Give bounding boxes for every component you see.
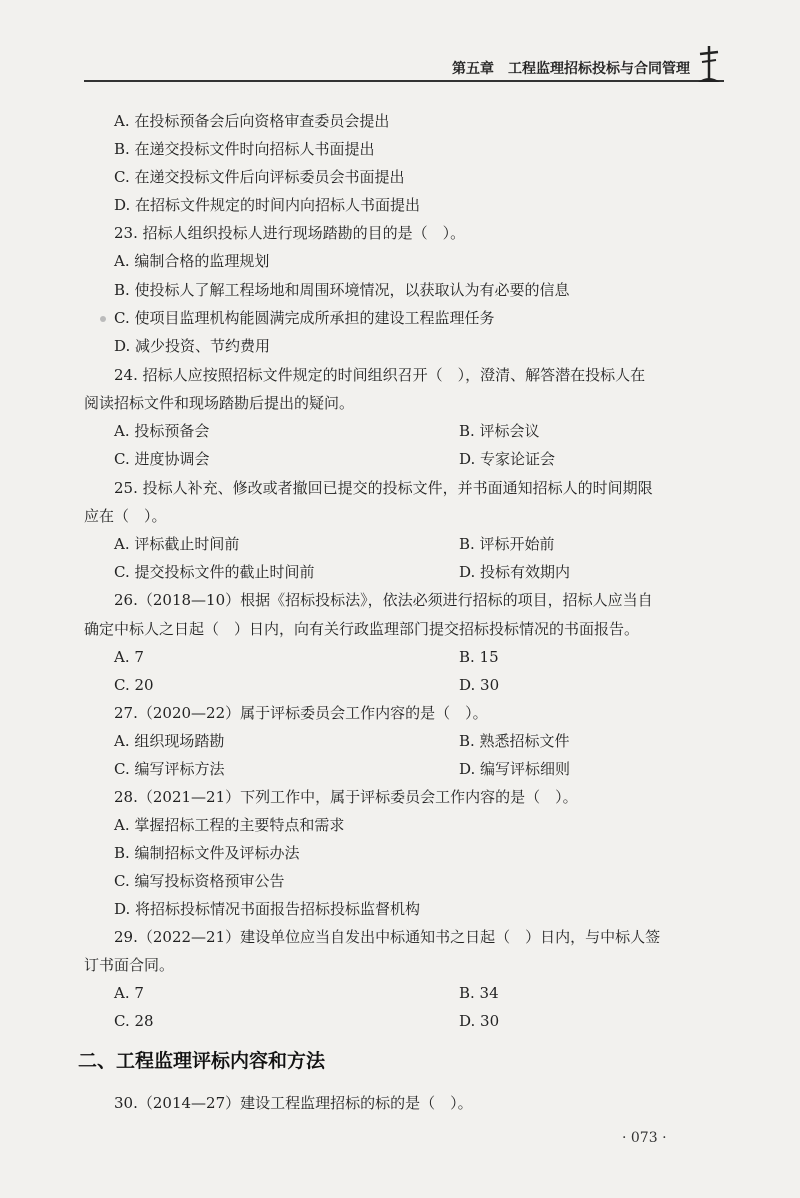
q27-option-c: C. 编写评标方法 xyxy=(114,760,225,778)
q29-option-b: B. 34 xyxy=(459,984,499,1002)
chapter-title: 第五章 工程监理招标投标与合同管理 xyxy=(452,61,690,77)
q23-option-a: A. 编制合格的监理规划 xyxy=(114,252,270,270)
q24-option-c: C. 进度协调会 xyxy=(114,450,210,468)
q24-option-a: A. 投标预备会 xyxy=(114,422,210,440)
q25-option-b: B. 评标开始前 xyxy=(459,535,555,553)
q24-option-d: D. 专家论证会 xyxy=(459,450,556,468)
q28-stem: 28.（2021—21）下列工作中，属于评标委员会工作内容的是（ ）。 xyxy=(114,788,578,806)
signpost-icon xyxy=(694,44,724,84)
page-number: · 073 · xyxy=(622,1130,667,1146)
q25-option-a: A. 评标截止时间前 xyxy=(114,535,240,553)
q23-option-d: D. 减少投资、节约费用 xyxy=(114,337,271,355)
q29-option-d: D. 30 xyxy=(459,1012,500,1030)
q24-stem-line2: 阅读招标文件和现场踏勘后提出的疑问。 xyxy=(84,394,355,412)
q28-option-c: C. 编写投标资格预审公告 xyxy=(114,872,285,890)
q26-option-a: A. 7 xyxy=(114,648,144,666)
q26-option-d: D. 30 xyxy=(459,676,500,694)
running-header xyxy=(84,44,724,86)
q26-option-b: B. 15 xyxy=(459,648,499,666)
q27-option-d: D. 编写评标细则 xyxy=(459,760,571,778)
header-rule xyxy=(84,80,724,82)
q28-option-a: A. 掌握招标工程的主要特点和需求 xyxy=(114,816,345,834)
q25-stem-line2: 应在（ ）。 xyxy=(84,507,167,525)
q25-stem-line1: 25. 投标人补充、修改或者撤回已提交的投标文件，并书面通知招标人的时间期限 xyxy=(114,479,653,497)
q29-stem-line2: 订书面合同。 xyxy=(84,956,175,974)
q27-option-b: B. 熟悉招标文件 xyxy=(459,732,570,750)
q26-stem-line1: 26.（2018—10）根据《招标投标法》，依法必须进行招标的项目，招标人应当自 xyxy=(114,591,653,609)
q29-option-c: C. 28 xyxy=(114,1012,154,1030)
q23-option-b: B. 使投标人了解工程场地和周围环境情况，以获取认为有必要的信息 xyxy=(114,281,570,299)
q27-stem: 27.（2020—22）属于评标委员会工作内容的是（ ）。 xyxy=(114,704,488,722)
q27-option-a: A. 组织现场踏勘 xyxy=(114,732,225,750)
q29-stem-line1: 29.（2022—21）建设单位应当自发出中标通知书之日起（ ）日内，与中标人签 xyxy=(114,928,661,946)
q26-stem-line2: 确定中标人之日起（ ）日内，向有关行政监理部门提交招标投标情况的书面报告。 xyxy=(84,620,640,638)
q26-option-c: C. 20 xyxy=(114,676,154,694)
q28-option-b: B. 编制招标文件及评标办法 xyxy=(114,844,300,862)
q25-option-d: D. 投标有效期内 xyxy=(459,563,571,581)
q28-option-d: D. 将招标投标情况书面报告招标投标监督机构 xyxy=(114,900,421,918)
q22-option-a: A. 在投标预备会后向资格审查委员会提出 xyxy=(114,112,390,130)
q22-option-b: B. 在递交投标文件时向招标人书面提出 xyxy=(114,140,375,158)
q23-stem: 23. 招标人组织投标人进行现场踏勘的目的是（ ）。 xyxy=(114,224,466,242)
q23-option-c: C. 使项目监理机构能圆满完成所承担的建设工程监理任务 xyxy=(114,309,495,327)
q22-option-d: D. 在招标文件规定的时间内向招标人书面提出 xyxy=(114,196,421,214)
q24-option-b: B. 评标会议 xyxy=(459,422,540,440)
q25-option-c: C. 提交投标文件的截止时间前 xyxy=(114,563,315,581)
q24-stem-line1: 24. 招标人应按照招标文件规定的时间组织召开（ ），澄清、解答潜在投标人在 xyxy=(114,366,646,384)
scan-mark xyxy=(100,316,106,322)
q30-stem: 30.（2014—27）建设工程监理招标的标的是（ ）。 xyxy=(114,1094,473,1112)
section-heading: 二、工程监理评标内容和方法 xyxy=(78,1050,326,1072)
q29-option-a: A. 7 xyxy=(114,984,144,1002)
q22-option-c: C. 在递交投标文件后向评标委员会书面提出 xyxy=(114,168,405,186)
